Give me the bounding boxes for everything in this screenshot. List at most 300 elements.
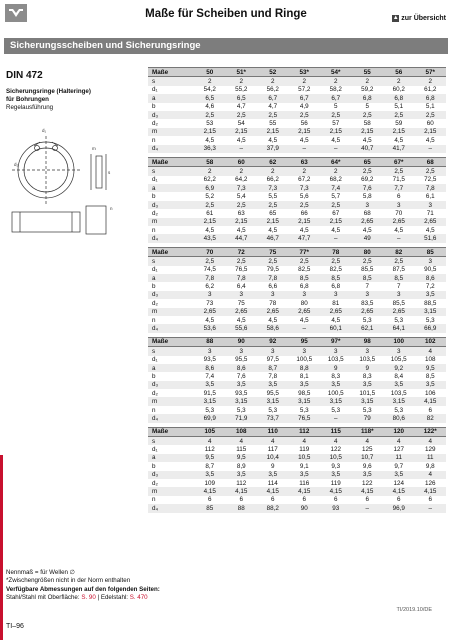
value-cell: 4,5 [268,316,278,324]
value-cell: 6,5 [194,94,226,102]
value-cell: 6,8 [383,94,415,102]
row-label-cell: d₂ [152,479,158,487]
svg-text:d₂: d₂ [14,162,19,167]
table-row [148,504,446,512]
availability-footer [6,586,160,602]
value-cell: – [289,145,321,153]
table-row [148,192,446,200]
value-cell: 5,8 [362,193,372,201]
row-label-cell: s [148,347,194,356]
value-cell: 4,5 [394,136,404,144]
value-cell: 5,3 [299,406,309,414]
value-cell: 67 [332,209,340,217]
row-label-cell: d₁ [152,266,158,274]
value-cell: – [415,145,447,153]
header-size-cell: 67* [383,157,415,166]
value-cell: 5,2 [205,193,215,201]
row-label-cell: s [148,437,194,446]
header-label-cell: Maße [148,247,194,256]
value-cell: 73 [206,299,214,307]
value-cell: 114 [267,479,278,487]
value-cell: 51,6 [415,234,447,242]
value-cell: 7,6 [236,372,246,380]
value-cell: 9,6 [362,462,372,470]
value-cell: 80,6 [383,414,415,422]
row-label-cell: m [148,397,194,405]
value-cell: 4,5 [205,136,215,144]
svg-text:m: m [92,146,96,151]
value-cell: 46,7 [257,234,289,242]
standard-label: DIN 472 [6,70,43,81]
table-row [148,356,446,364]
value-cell: 6 [428,496,432,504]
value-cell: 71 [426,209,434,217]
table-row [148,316,446,324]
value-cell: 3,15 [320,397,352,405]
value-cell: 100,5 [296,356,313,364]
value-cell: 2,5 [194,257,226,266]
header-size-cell: 97* [320,337,352,346]
row-label-cell: s [148,257,194,266]
value-cell: 2,5 [257,257,289,266]
value-cell: 2,5 [415,167,447,176]
value-cell: 6,8 [415,94,447,102]
value-cell: 66,9 [415,324,447,332]
value-cell: 3,5 [194,381,226,389]
value-cell: 83,5 [361,299,374,307]
table-row [148,471,446,479]
value-cell: 2 [194,77,226,86]
value-cell: 4 [289,437,321,446]
value-cell: 85,5 [361,266,374,274]
table-row [148,234,446,242]
value-cell: 8,6 [415,274,447,282]
header-size-cell: 60 [226,157,258,166]
row-label-cell: n [152,226,156,234]
value-cell: 5 [365,103,369,111]
table-row [148,381,446,389]
table-row [148,77,446,86]
value-cell: 60,2 [392,86,405,94]
value-cell: 6,7 [320,94,352,102]
value-cell: 7,3 [289,184,321,192]
value-cell: 56,2 [266,86,279,94]
value-cell: 4 [226,437,258,446]
table-row [148,372,446,380]
value-cell: 3 [415,201,447,209]
value-cell: 82,5 [298,266,311,274]
value-cell: 41,7 [383,145,415,153]
value-cell: 9,2 [383,364,415,372]
row-label-cell: d₂ [152,209,158,217]
desc-line-1: Sicherungsringe (Halteringe) [6,88,91,95]
row-label-cell: d₂ [152,299,158,307]
value-cell: 9,5 [194,454,226,462]
value-cell: 112 [236,479,247,487]
row-label-cell: m [148,218,194,226]
header-size-cell: 50 [194,68,226,77]
table-row [148,209,446,217]
overview-link[interactable] [392,15,446,22]
value-cell: 96,9 [383,504,415,512]
value-cell: 5,1 [425,103,435,111]
svg-text:d₁: d₁ [42,128,47,133]
document-code: TI/2019.10/DE [396,607,432,613]
value-cell: 2 [320,167,352,176]
value-cell: 67,2 [298,176,311,184]
table-header-row [148,68,446,77]
value-cell: 126 [424,479,436,487]
value-cell: 2,65 [194,308,226,316]
value-cell: 2,15 [289,128,321,136]
value-cell: 5,3 [425,316,435,324]
row-label-cell: d₄ [148,324,194,332]
value-cell: 66,2 [266,176,279,184]
value-cell: 2,5 [194,111,226,119]
header-size-cell: 77* [289,247,321,256]
value-cell: 8,7 [257,364,289,372]
table-row [148,226,446,234]
row-label-cell: m [148,487,194,495]
value-cell: 3,15 [226,397,258,405]
value-cell: 2,5 [320,257,352,266]
value-cell: 54 [237,120,245,128]
value-cell: 93 [320,504,352,512]
table-row [148,136,446,144]
table-row [148,445,446,453]
value-cell: 4,15 [320,487,352,495]
table-row [148,94,446,102]
value-cell: 6 [333,496,338,504]
value-cell: 6,7 [289,94,321,102]
value-cell: 5,3 [394,406,404,414]
value-cell: 2,15 [226,218,258,226]
value-cell: 2,5 [352,167,384,176]
value-cell: 10,4 [257,454,289,462]
value-cell: 8,5 [289,274,321,282]
value-cell: 63 [237,209,245,217]
value-cell: 4,9 [299,103,309,111]
table-header-row [148,337,446,346]
value-cell: 3 [289,291,321,299]
table-row [148,111,446,119]
row-label-cell: n [152,316,156,324]
value-cell: 53,6 [194,324,226,332]
arrow-up-icon: ▲ [392,15,399,21]
header-size-cell: 105 [194,427,226,436]
value-cell: 6,6 [268,283,278,291]
value-cell: – [415,504,447,512]
value-cell: 6,4 [236,283,246,291]
value-cell: 3,5 [257,381,289,389]
value-cell: 71,5 [392,176,405,184]
row-label-cell: b [152,283,156,291]
value-cell: 4,5 [205,226,215,234]
value-cell: 4,6 [205,103,215,111]
stainless-label: | Edelstahl: [95,594,130,601]
header-size-cell: 64* [320,157,352,166]
value-cell: 125 [361,446,373,454]
table-row [148,364,446,372]
value-cell: – [320,145,352,153]
value-cell: 103,5 [390,389,407,397]
value-cell: 90,5 [424,266,437,274]
value-cell: 58 [363,120,371,128]
value-cell: 4,5 [425,226,435,234]
value-cell: 2,15 [320,218,352,226]
table-row [148,184,446,192]
value-cell: 5,3 [205,406,215,414]
value-cell: 10,7 [352,454,384,462]
value-cell: 2,5 [289,201,321,209]
table-row [148,274,446,282]
header-size-cell: 92 [257,337,289,346]
value-cell: – [289,324,321,332]
value-cell: 2 [415,77,447,86]
table-row [148,462,446,470]
value-cell: – [383,234,415,242]
header-size-cell: 85 [415,247,447,256]
value-cell: 4,5 [236,136,246,144]
row-label-cell: s [148,167,194,176]
value-cell: 82,5 [329,266,342,274]
value-cell: 106 [424,389,436,397]
value-cell: – [352,504,384,512]
header-size-cell: 108 [226,427,258,436]
table-row [148,406,446,414]
value-cell: 2 [257,167,289,176]
header-label-cell: Maße [148,427,194,436]
steel-label: Stahl/Stahl mit Oberfläche: [6,594,82,601]
value-cell: 5,7 [331,193,341,201]
stainless-page-link[interactable]: S. 470 [129,594,148,601]
value-cell: 57,2 [298,86,311,94]
value-cell: 3,5 [226,381,258,389]
steel-page-link[interactable]: S. 90 [81,594,96,601]
value-cell: 2 [383,77,415,86]
value-cell: 40,7 [352,145,384,153]
value-cell: 37,9 [257,145,289,153]
row-label-cell: n [152,406,156,414]
intermediate-note: *Zwischengrößen nicht in der Norm enthalten [6,577,131,584]
row-label-cell: n [152,136,156,144]
value-cell: 7,6 [352,184,384,192]
value-cell: 85,5 [392,299,405,307]
value-cell: 101,5 [359,389,376,397]
value-cell: 3,5 [320,471,352,479]
value-cell: 2,5 [257,201,289,209]
value-cell: 6 [302,496,306,504]
value-cell: 9,1 [299,462,309,470]
value-cell: 2,15 [257,218,289,226]
value-cell: 6,9 [194,184,226,192]
value-cell: 5,3 [268,406,278,414]
value-cell: 122 [361,479,373,487]
value-cell: 5,3 [394,316,404,324]
header-size-cell: 72 [226,247,258,256]
value-cell: 2,65 [226,308,258,316]
table-row [148,389,446,397]
header-size-cell: 68 [415,157,447,166]
value-cell: 116 [299,479,310,487]
value-cell: 95,5 [235,356,248,364]
value-cell: 3 [320,347,352,356]
value-cell: 3,15 [194,397,226,405]
page-title: Maße für Scheiben und Ringe [145,8,307,20]
value-cell: 119 [330,479,341,487]
table-row [148,145,446,153]
table-row [148,299,446,307]
row-label-cell: m [148,308,194,316]
value-cell: 88,5 [424,299,437,307]
value-cell: 2 [289,167,321,176]
header-size-cell: 98 [352,337,384,346]
value-cell: 61 [206,209,214,217]
value-cell: 8,1 [299,372,309,380]
header-size-cell: 51* [226,68,258,77]
value-cell: 127 [393,446,404,454]
value-cell: 4 [352,437,384,446]
value-cell: 3 [383,291,415,299]
value-cell: 49 [352,234,384,242]
value-cell: 4,5 [331,136,341,144]
value-cell: 5,3 [236,406,246,414]
row-label-cell: m [148,128,194,136]
value-cell: 9,3 [331,462,341,470]
value-cell: 129 [424,446,436,454]
value-cell: 3,5 [415,291,447,299]
value-cell: 4,5 [362,136,372,144]
table-row [148,266,446,274]
value-cell: 8,7 [205,462,215,470]
value-cell: 4 [415,347,447,356]
value-cell: 9,5 [415,364,447,372]
row-label-cell: a [148,274,194,282]
value-cell: 108 [424,356,436,364]
value-cell: 4 [383,437,415,446]
value-cell: 122 [330,446,341,454]
row-label-cell: d₃ [148,471,194,479]
value-cell: 6,7 [257,94,289,102]
value-cell: 3 [383,347,415,356]
value-cell: 3 [226,291,258,299]
dimension-table [148,337,446,423]
row-label-cell: a [148,454,194,462]
header-size-cell: 55 [352,68,384,77]
header-size-cell: 78 [320,247,352,256]
table-row [148,397,446,405]
value-cell: 79,5 [266,266,279,274]
value-cell: 2,15 [352,128,384,136]
value-cell: 3,5 [289,471,321,479]
value-cell: 64,1 [383,324,415,332]
value-cell: 4,15 [226,487,258,495]
value-cell: 68,2 [329,176,342,184]
value-cell: 5,3 [331,406,341,414]
value-cell: 9,8 [425,462,435,470]
value-cell: 59 [395,120,403,128]
value-cell: 6 [396,496,401,504]
value-cell: 4,7 [268,103,278,111]
row-label-cell: n [152,496,156,504]
table-row [148,176,446,184]
svg-text:s: s [108,170,111,175]
value-cell: 58,2 [329,86,342,94]
value-cell: 7,2 [425,283,435,291]
value-cell: 53 [206,120,214,128]
table-row [148,308,446,316]
value-cell: 3 [352,347,384,356]
value-cell: 56 [300,120,308,128]
value-cell: 117 [267,446,278,454]
value-cell: 3,5 [226,471,258,479]
value-cell: 66 [300,209,308,217]
value-cell: 5,5 [268,193,278,201]
value-cell: 93,5 [235,389,248,397]
value-cell: 2,5 [257,111,289,119]
value-cell: 60,1 [320,324,352,332]
table-row [148,218,446,226]
value-cell: 2,15 [226,128,258,136]
value-cell: 3 [194,347,226,356]
nominal-note: Nennmaß = für Wellen ∅ [6,569,76,576]
value-cell: 6 [207,496,212,504]
value-cell: 79 [352,414,384,422]
value-cell: 3 [415,257,447,266]
table-row [148,167,446,176]
row-label-cell: d₃ [148,291,194,299]
value-cell: 3,5 [257,471,289,479]
value-cell: 54,2 [203,86,216,94]
value-cell: 8,3 [362,372,372,380]
desc-line-3: Regelausführung [6,104,54,111]
technical-drawing [6,118,152,238]
value-cell: 6,2 [205,283,215,291]
value-cell: 4,15 [194,487,226,495]
value-cell: 62,2 [203,176,216,184]
value-cell: 7,4 [205,372,215,380]
value-cell: 2,65 [289,308,321,316]
row-label-cell: d₁ [152,356,158,364]
table-row [148,128,446,136]
value-cell: 3,5 [415,381,447,389]
dimension-table [148,67,446,153]
value-cell: 58,6 [257,324,289,332]
value-cell: 2,65 [257,308,289,316]
value-cell: 2,65 [352,218,384,226]
value-cell: 9 [352,364,384,372]
value-cell: 69,2 [361,176,374,184]
value-cell: 65 [269,209,277,217]
value-cell: 8,6 [194,364,226,372]
value-cell: 3 [383,201,415,209]
value-cell: 112 [204,446,215,454]
header-size-cell: 75 [257,247,289,256]
row-label-cell: d₃ [148,111,194,119]
value-cell: 109 [204,479,215,487]
value-cell: 68 [363,209,371,217]
value-cell: 2,65 [415,218,447,226]
value-cell: 2,15 [320,128,352,136]
value-cell: 3,5 [383,471,415,479]
value-cell: 97,5 [266,356,279,364]
row-label-cell: b [152,103,156,111]
header-label-cell: Maße [148,68,194,77]
value-cell: 3 [194,291,226,299]
section-title: Sicherungsscheiben und Sicherungsringe [4,38,448,54]
value-cell: 2,65 [320,308,352,316]
value-cell: 6 [365,496,369,504]
